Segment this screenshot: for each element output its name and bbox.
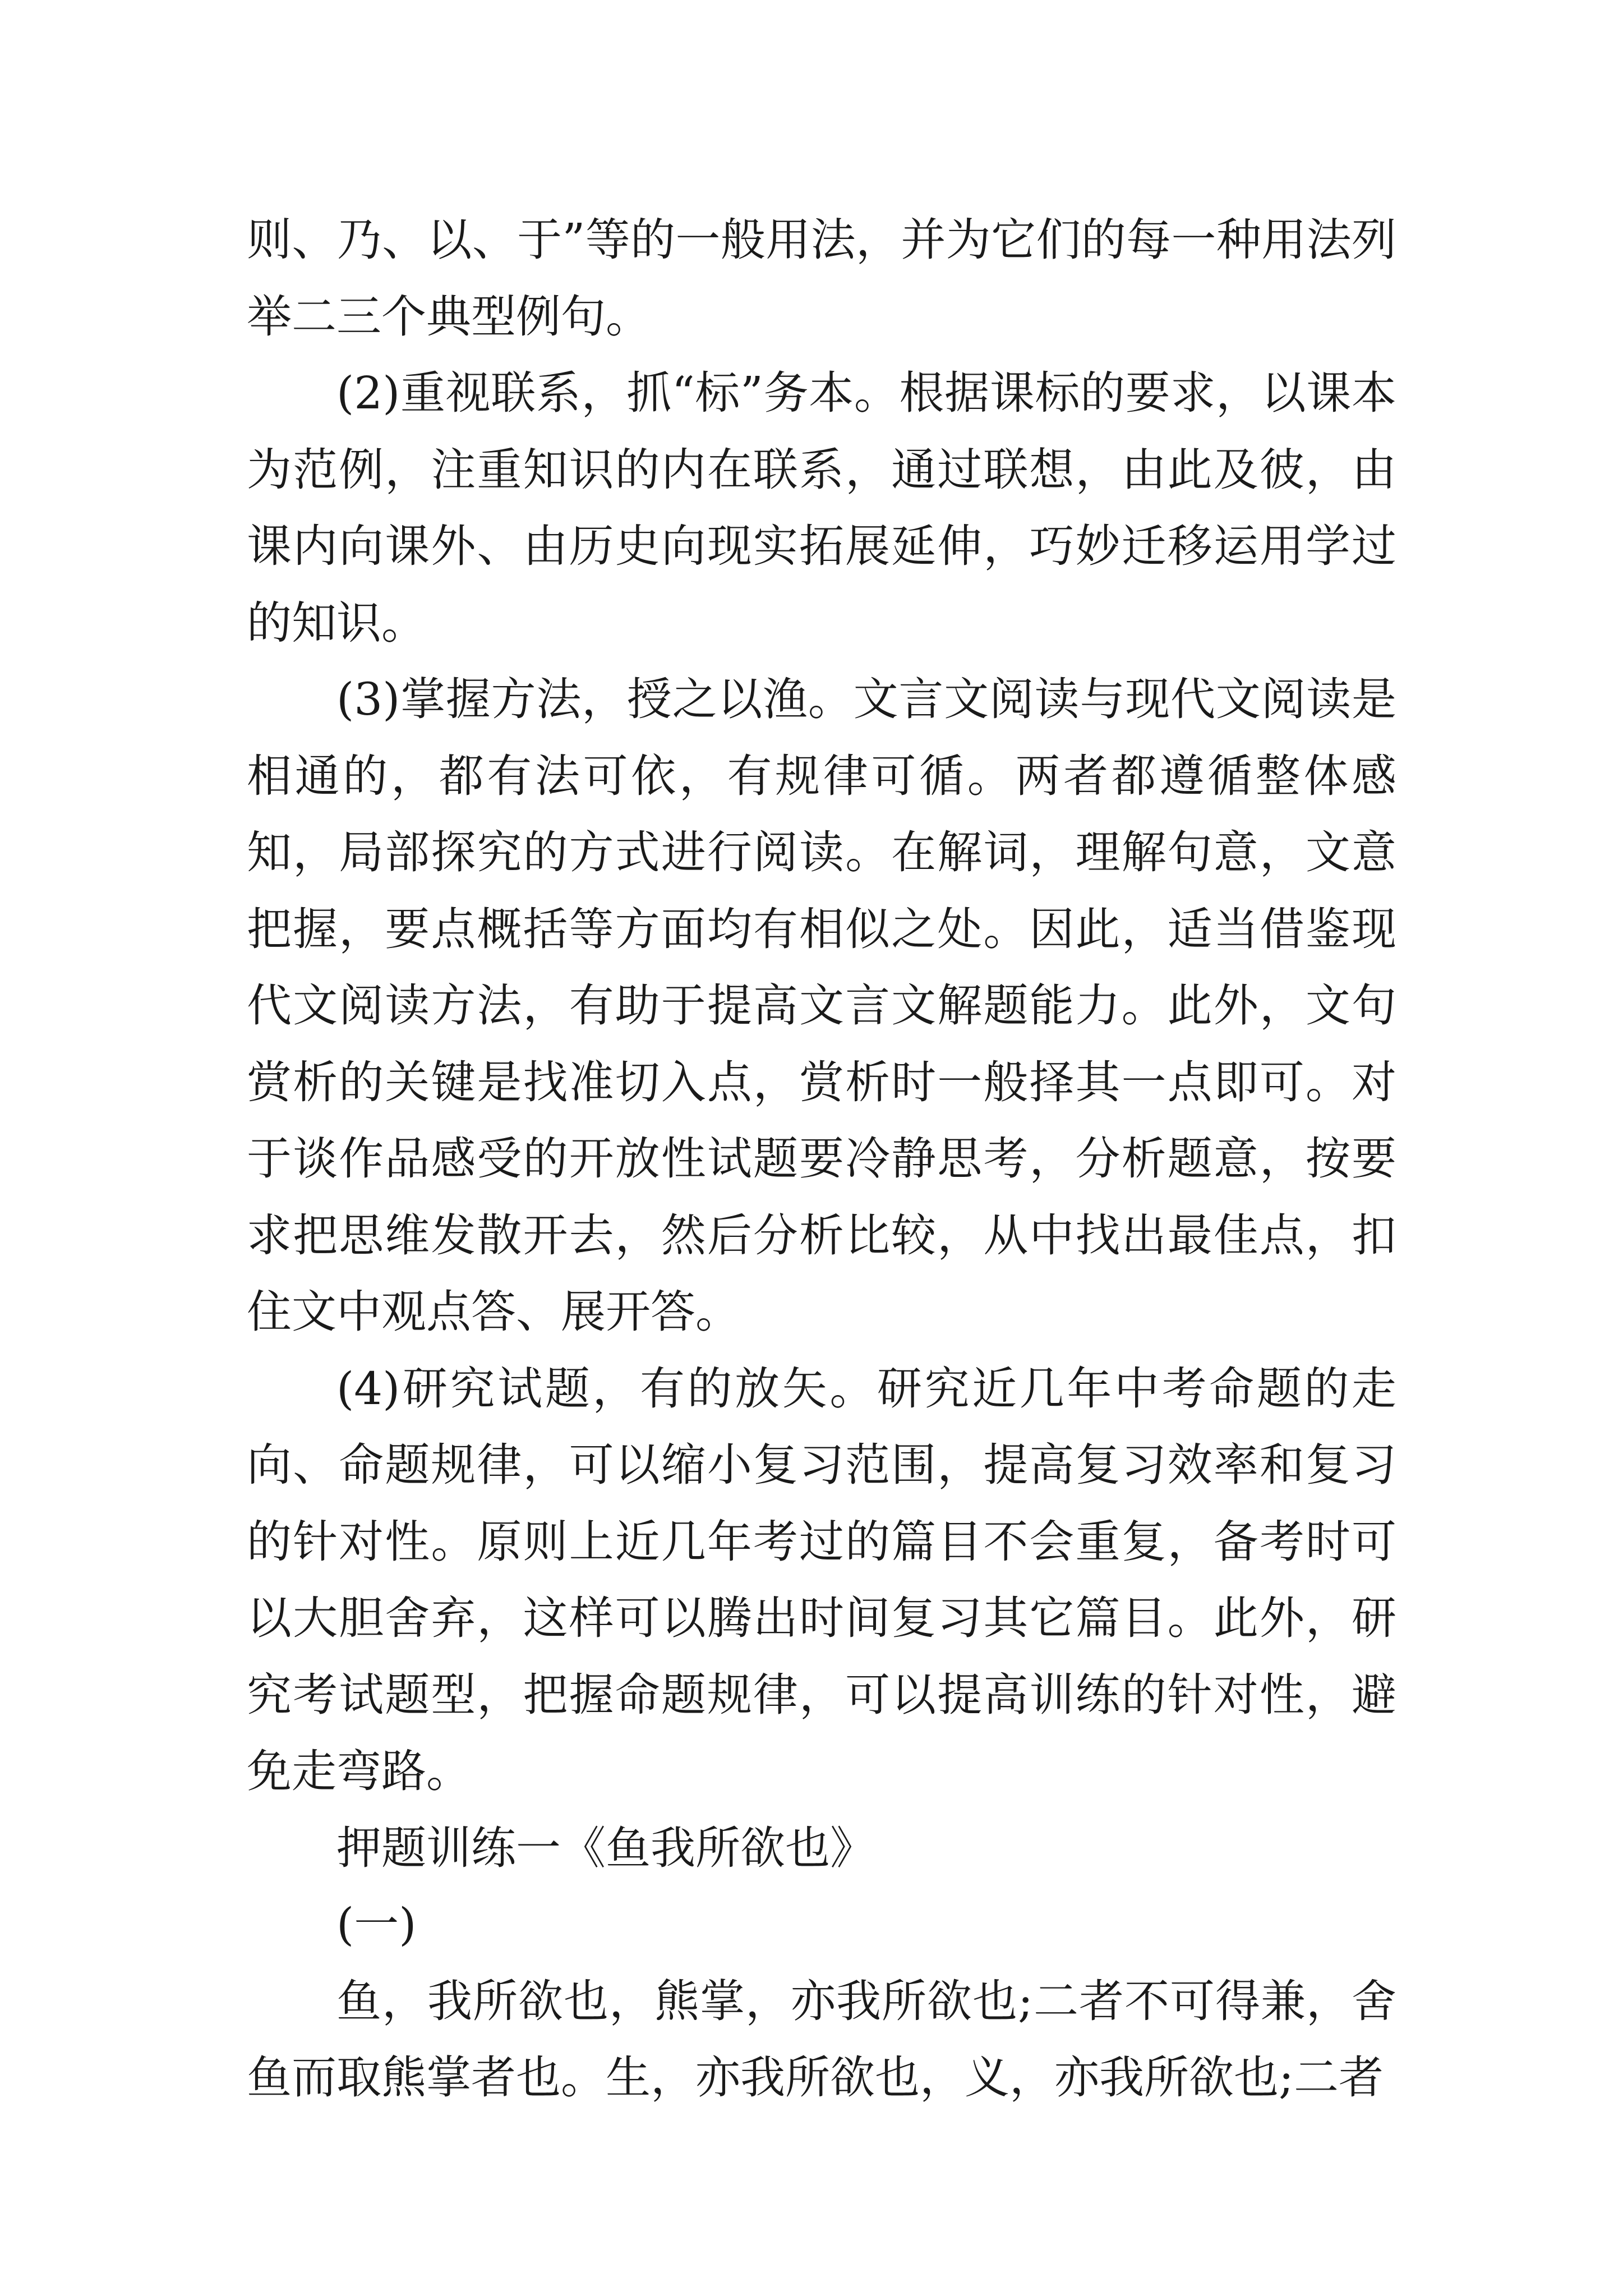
section-heading-training-1: 押题训练一《鱼我所欲也》 bbox=[336, 1821, 875, 1874]
paragraph-point-2: (2)重视联系，抓“标”务本。根据课标的要求，以课本为范例，注重知识的内在联系，通过联想，由此及彼，由课内向课外、由历史向现实拓展延伸，巧妙迁移运用学过的知识。 bbox=[247, 367, 1396, 649]
paragraph-function-words: 则、乃、以、于”等的一般用法，并为它们的每一种用法列举二三个典型例句。 bbox=[247, 214, 1396, 343]
paragraph-point-3: (3)掌握方法，授之以渔。文言文阅读与现代文阅读是相通的，都有法可依，有规律可循。两者都遵循整体感知，局部探究的方式进行阅读。在解词，理解句意，文意把握，要点概括等方面均有相似之处。因此，适当借鉴现代文阅读方法，有助于提高文言文解题能力。此外，文句赏析的关键是找准切入点，赏析时一般择其一点即可。对于谈作品感受的开放性试题要冷静思考，分析题意，按要求把思维发散开去，然后分析比较，从中找出最佳点，扣住文中观点答、展开答。 bbox=[247, 673, 1396, 1338]
document-body bbox=[247, 202, 1396, 2116]
passage-text: 鱼，我所欲也，熊掌，亦我所欲也;二者不可得兼，舍鱼而取熊掌者也。生，亦我所欲也，义，亦我所欲也;二者 bbox=[247, 1975, 1396, 2104]
subsection-number: (一) bbox=[336, 1898, 417, 1950]
paragraph-point-4: (4)研究试题，有的放矢。研究近几年中考命题的走向、命题规律，可以缩小复习范围，提高复习效率和复习的针对性。原则上近几年考过的篇目不会重复，备考时可以大胆舍弃，这样可以腾出时间复习其它篇目。此外，研究考试题型，把握命题规律，可以提高训练的针对性，避免走弯路。 bbox=[247, 1362, 1396, 1797]
